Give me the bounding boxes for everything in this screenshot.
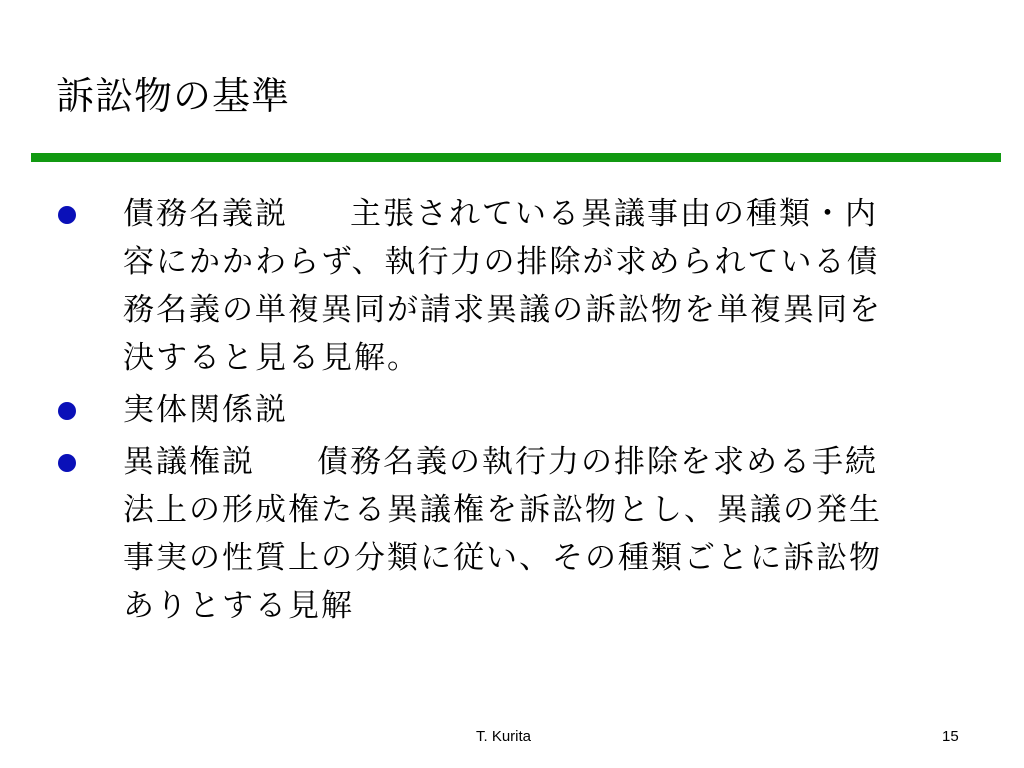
bullet-icon [58, 454, 76, 472]
bullet-list [56, 190, 976, 634]
footer-author: T. Kurita [476, 728, 532, 745]
bullet-item-objection-right-theory [56, 438, 903, 630]
bullet-term: 実体関係説 [123, 392, 288, 428]
bullet-icon [58, 206, 76, 224]
bullet-text: 主張されている異議事由の種類・内容にかかわらず、執行力の排除が求められている債務名義の単複異同が請求異議の訴訟物を単複異同を決すると見る見解。 [123, 196, 882, 376]
bullet-item-substantive-relation-theory [56, 386, 903, 434]
slide-title: 訴訟物の基準 [56, 74, 291, 118]
bullet-term: 債務名義説 [123, 196, 288, 232]
bullet-item-debt-title-theory [56, 190, 903, 382]
bullet-text: 債務名義の執行力の排除を求める手続法上の形成権たる異議権を訴訟物とし、異議の発生事実の性質上の分類に従い、その種類ごとに訴訟物ありとする見解 [123, 444, 882, 624]
page-number: 15 [942, 728, 959, 745]
title-underline [31, 153, 1001, 162]
bullet-term: 異議権説 [123, 444, 255, 480]
bullet-icon [58, 402, 76, 420]
